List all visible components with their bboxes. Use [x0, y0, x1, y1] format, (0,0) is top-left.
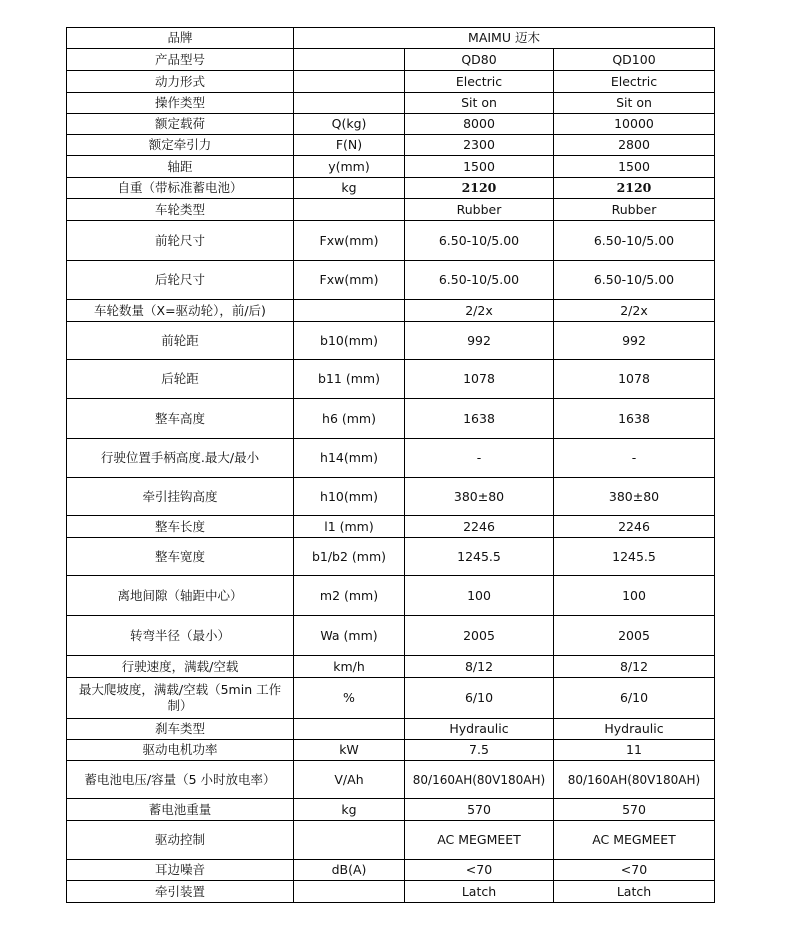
value-cell-qd100: 992: [554, 322, 715, 360]
unit-cell: F(N): [294, 135, 405, 156]
value-cell-qd100: Latch: [554, 881, 715, 903]
unit-cell: %: [294, 678, 405, 719]
row-ground-clearance: [67, 576, 715, 616]
label-cell: 轴距: [67, 156, 294, 178]
value-cell-qd80: AC MEGMEET: [405, 821, 554, 860]
value-cell-qd80: 1500: [405, 156, 554, 178]
value-cell-qd80: Rubber: [405, 199, 554, 221]
row-vehicle-length: [67, 516, 715, 538]
unit-cell: km/h: [294, 656, 405, 678]
value-cell-qd100: 2800: [554, 135, 715, 156]
value-cell-qd100: 11: [554, 740, 715, 761]
value-cell-qd80: Sit on: [405, 93, 554, 114]
unit-cell: [294, 719, 405, 740]
row-travel-speed: [67, 656, 715, 678]
unit-cell: kg: [294, 799, 405, 821]
unit-cell: [294, 71, 405, 93]
unit-cell: Fxw(mm): [294, 261, 405, 300]
label-cell: 整车宽度: [67, 538, 294, 576]
row-front-wheel-size: [67, 221, 715, 261]
unit-cell: [294, 300, 405, 322]
unit-cell: b11 (mm): [294, 360, 405, 399]
unit-cell: [294, 49, 405, 71]
value-cell-qd100: 80/160AH(80V180AH): [554, 761, 715, 799]
unit-cell: l1 (mm): [294, 516, 405, 538]
row-handle-height: [67, 439, 715, 478]
row-drive-control: [67, 821, 715, 860]
label-cell: 蓄电池重量: [67, 799, 294, 821]
value-cell-qd80: 992: [405, 322, 554, 360]
value-cell-qd80: QD80: [405, 49, 554, 71]
value-cell-qd100: 380±80: [554, 478, 715, 516]
unit-cell: h6 (mm): [294, 399, 405, 439]
label-cell: 刹车类型: [67, 719, 294, 740]
value-cell-qd80: 2/2x: [405, 300, 554, 322]
value-cell-qd80: 1078: [405, 360, 554, 399]
row-vehicle-width: [67, 538, 715, 576]
unit-cell: b10(mm): [294, 322, 405, 360]
unit-cell: m2 (mm): [294, 576, 405, 616]
unit-cell: Wa (mm): [294, 616, 405, 656]
value-cell-qd80: Latch: [405, 881, 554, 903]
value-cell-qd100: 2/2x: [554, 300, 715, 322]
label-cell: 品牌: [67, 28, 294, 49]
value-cell-qd100: QD100: [554, 49, 715, 71]
label-cell: 产品型号: [67, 49, 294, 71]
label-cell: 牵引装置: [67, 881, 294, 903]
row-battery-weight: [67, 799, 715, 821]
value-cell-qd80: Hydraulic: [405, 719, 554, 740]
row-towing-device: [67, 881, 715, 903]
row-brake-type: [67, 719, 715, 740]
value-cell-qd80: 80/160AH(80V180AH): [405, 761, 554, 799]
label-cell: 后轮尺寸: [67, 261, 294, 300]
value-cell-qd80: Electric: [405, 71, 554, 93]
label-cell: 前轮尺寸: [67, 221, 294, 261]
unit-cell: [294, 821, 405, 860]
value-cell-qd80: 380±80: [405, 478, 554, 516]
row-traction-force: [67, 135, 715, 156]
value-cell-qd80: 1245.5: [405, 538, 554, 576]
row-rated-load: [67, 114, 715, 135]
value-cell-qd100: 2246: [554, 516, 715, 538]
value-cell-qd100: Sit on: [554, 93, 715, 114]
value-cell-qd80: 6.50-10/5.00: [405, 221, 554, 261]
row-model: [67, 49, 715, 71]
value-cell-qd100: 1638: [554, 399, 715, 439]
unit-cell: dB(A): [294, 860, 405, 881]
value-cell-qd80: 8000: [405, 114, 554, 135]
label-cell: 驱动控制: [67, 821, 294, 860]
label-cell: 动力形式: [67, 71, 294, 93]
label-cell: 行驶位置手柄高度.最大/最小: [67, 439, 294, 478]
value-cell-qd100: 570: [554, 799, 715, 821]
label-cell: 牵引挂钩高度: [67, 478, 294, 516]
value-cell-qd100: 2005: [554, 616, 715, 656]
value-cell-qd80: 8/12: [405, 656, 554, 678]
value-cell-qd80: 1638: [405, 399, 554, 439]
label-cell: 整车高度: [67, 399, 294, 439]
value-cell-qd100: AC MEGMEET: [554, 821, 715, 860]
value-cell-qd100: 1078: [554, 360, 715, 399]
row-rear-track: [67, 360, 715, 399]
label-cell: 自重（带标准蓄电池）: [67, 178, 294, 199]
value-cell-qd100: 6/10: [554, 678, 715, 719]
unit-cell: kg: [294, 178, 405, 199]
unit-cell: kW: [294, 740, 405, 761]
value-cell-qd100: 1500: [554, 156, 715, 178]
label-cell: 额定牵引力: [67, 135, 294, 156]
value-cell-qd80: <70: [405, 860, 554, 881]
row-noise: [67, 860, 715, 881]
value-cell-qd80: 6.50-10/5.00: [405, 261, 554, 300]
row-motor-power: [67, 740, 715, 761]
row-self-weight: [67, 178, 715, 199]
row-wheel-type: [67, 199, 715, 221]
value-cell-qd80: 2120: [405, 178, 554, 199]
unit-cell: [294, 199, 405, 221]
row-wheel-count: [67, 300, 715, 322]
value-cell-qd100: <70: [554, 860, 715, 881]
row-power: [67, 71, 715, 93]
label-cell: 驱动电机功率: [67, 740, 294, 761]
value-cell-qd100: 6.50-10/5.00: [554, 221, 715, 261]
unit-cell: y(mm): [294, 156, 405, 178]
label-cell: 车轮类型: [67, 199, 294, 221]
row-hitch-height: [67, 478, 715, 516]
value-cell-qd80: 2005: [405, 616, 554, 656]
label-cell: 最大爬坡度，满载/空载（5min 工作制）: [67, 678, 294, 719]
row-battery: [67, 761, 715, 799]
label-cell: 行驶速度，满载/空载: [67, 656, 294, 678]
row-front-track: [67, 322, 715, 360]
value-cell-qd100: Rubber: [554, 199, 715, 221]
value-cell-qd100: -: [554, 439, 715, 478]
label-cell: 额定载荷: [67, 114, 294, 135]
value-cell-qd100: 100: [554, 576, 715, 616]
label-cell: 整车长度: [67, 516, 294, 538]
value-cell-qd100: 2120: [554, 178, 715, 199]
label-cell: 转弯半径（最小）: [67, 616, 294, 656]
value-cell-qd100: 8/12: [554, 656, 715, 678]
row-vehicle-height: [67, 399, 715, 439]
row-turning-radius: [67, 616, 715, 656]
value-cell-qd80: 6/10: [405, 678, 554, 719]
spec-table: [66, 27, 715, 903]
label-cell: 车轮数量（X=驱动轮），前/后): [67, 300, 294, 322]
value-cell-qd100: 1245.5: [554, 538, 715, 576]
label-cell: 操作类型: [67, 93, 294, 114]
row-rear-wheel-size: [67, 261, 715, 300]
unit-cell: [294, 93, 405, 114]
row-operation: [67, 93, 715, 114]
value-cell-qd100: 10000: [554, 114, 715, 135]
label-cell: 耳边噪音: [67, 860, 294, 881]
row-wheelbase: [67, 156, 715, 178]
row-brand: [67, 28, 715, 49]
unit-cell: Fxw(mm): [294, 221, 405, 261]
unit-cell: h14(mm): [294, 439, 405, 478]
label-cell: 离地间隙（轴距中心）: [67, 576, 294, 616]
unit-cell: h10(mm): [294, 478, 405, 516]
unit-cell: Q(kg): [294, 114, 405, 135]
unit-cell: b1/b2 (mm): [294, 538, 405, 576]
label-cell: 后轮距: [67, 360, 294, 399]
value-cell-qd80: 2300: [405, 135, 554, 156]
unit-cell: [294, 881, 405, 903]
value-cell-qd100: 6.50-10/5.00: [554, 261, 715, 300]
value-cell-qd80: 570: [405, 799, 554, 821]
value-cell-qd100: Hydraulic: [554, 719, 715, 740]
value-cell-qd80: 7.5: [405, 740, 554, 761]
label-cell: 前轮距: [67, 322, 294, 360]
value-cell-qd80: 2246: [405, 516, 554, 538]
value-cell-qd80: -: [405, 439, 554, 478]
row-max-gradeability: [67, 678, 715, 719]
label-cell: 蓄电池电压/容量（5 小时放电率）: [67, 761, 294, 799]
unit-cell: V/Ah: [294, 761, 405, 799]
value-cell-qd80: 100: [405, 576, 554, 616]
value-cell-qd100: Electric: [554, 71, 715, 93]
brand-value-cell: MAIMU 迈木: [294, 28, 715, 49]
